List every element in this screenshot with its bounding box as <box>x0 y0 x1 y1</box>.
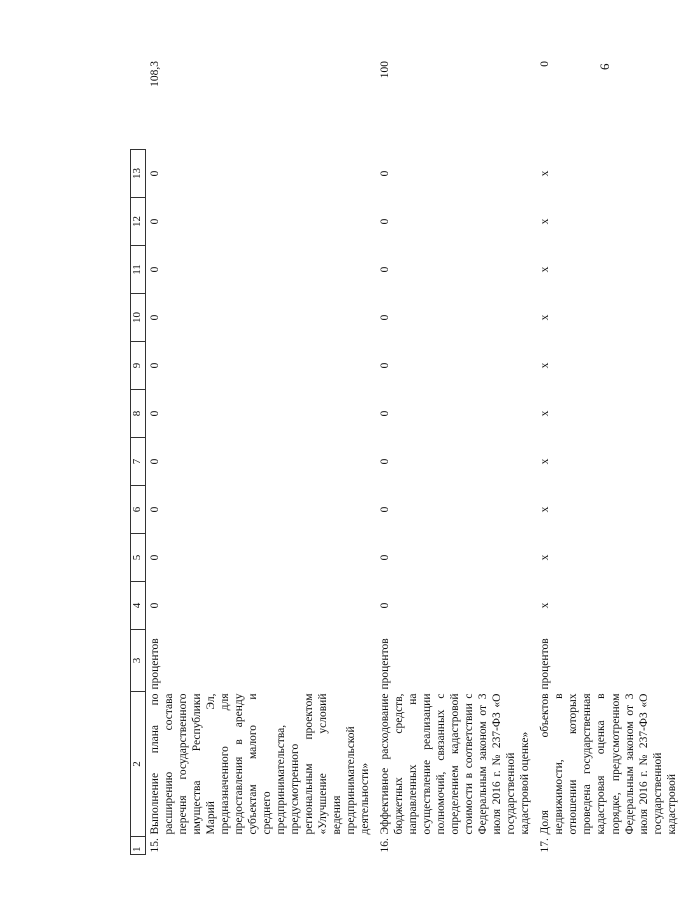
cell-value-final: 108,3 <box>148 61 161 87</box>
cell-value: 0 <box>149 362 161 369</box>
indicators-table <box>130 55 683 855</box>
cell-value: x <box>539 170 552 177</box>
cell-value: x <box>539 410 552 417</box>
cell-value: 0 <box>149 314 161 321</box>
row-unit: процентов <box>539 638 552 690</box>
cell-value: 0 <box>149 218 161 225</box>
row-description: Эффективное расходование бюджетных средств, направленных на осуществление реализации полномочий, связанных с определением кадастровой стоимости в соответствии с Федеральным законом от 3 июля 2016 г. № 237-ФЗ «О государственной кадастровой оценке» <box>379 693 532 835</box>
cell-value-final: 100 <box>379 61 392 79</box>
cell-value: x <box>539 506 552 513</box>
cell-value: x <box>539 218 552 225</box>
column-header: 3 <box>131 630 146 692</box>
column-header: 12 <box>131 198 146 246</box>
row-description: Доля объектов недвижимости, в отношении которых проведена государственная кадастровая оценка в порядке, предусмотренном Федеральным законом от 3 июля 2016 г. № 237-ФЗ «О государственной кадастровой <box>539 693 678 835</box>
row-unit: процентов <box>379 638 392 690</box>
cell-value-final: 0 <box>539 61 552 67</box>
row-number: 16. <box>379 838 392 853</box>
cell-value: 0 <box>379 410 392 417</box>
cell-value: x <box>539 602 552 609</box>
cell-value: 0 <box>379 602 392 609</box>
cell-value: 0 <box>379 170 392 177</box>
cell-value: 0 <box>149 266 161 273</box>
cell-value: 0 <box>379 314 392 321</box>
cell-value: x <box>539 314 552 321</box>
row-number: 15. <box>149 838 161 853</box>
cell-value: 0 <box>379 266 392 273</box>
table-row <box>146 55 377 855</box>
cell-value: 0 <box>379 554 392 561</box>
cell-value: 0 <box>379 506 392 513</box>
cell-value: 0 <box>149 410 161 417</box>
column-header: 8 <box>131 390 146 438</box>
column-header: 1 <box>131 837 146 855</box>
column-header: 11 <box>131 246 146 294</box>
cell-value: 0 <box>379 362 392 369</box>
row-number: 17. <box>539 838 552 853</box>
column-header: 13 <box>131 150 146 198</box>
row-description: Выполнение плана по расширению состава перечня государственного имущества Республики Марий Эл, предназначенного для предоставления в аренду субъектам малого и среднего предпринимательства, предусмотренного региональным проектом «Улучшение условий ведения предпринимательской деятельности» <box>149 693 372 835</box>
column-header: 5 <box>131 534 146 582</box>
column-header: 7 <box>131 438 146 486</box>
column-header: 9 <box>131 342 146 390</box>
cell-value: x <box>539 362 552 369</box>
page-number: 6 <box>597 63 612 70</box>
cell-value: x <box>539 554 552 561</box>
cell-value: 0 <box>149 554 161 561</box>
cell-value: x <box>539 266 552 273</box>
cell-value: 0 <box>149 458 161 465</box>
table-row <box>376 55 536 855</box>
column-header: 2 <box>131 692 146 837</box>
cell-value: 0 <box>379 458 392 465</box>
cell-value: x <box>539 458 552 465</box>
cell-value: 0 <box>149 506 161 513</box>
row-unit: процентов <box>149 638 161 690</box>
cell-value: 0 <box>149 170 161 177</box>
cell-value: 0 <box>149 602 161 609</box>
column-header: 6 <box>131 486 146 534</box>
column-header: 10 <box>131 294 146 342</box>
cell-value: 0 <box>379 218 392 225</box>
header-row <box>131 55 146 855</box>
table-row <box>536 55 682 855</box>
column-header: 4 <box>131 582 146 630</box>
